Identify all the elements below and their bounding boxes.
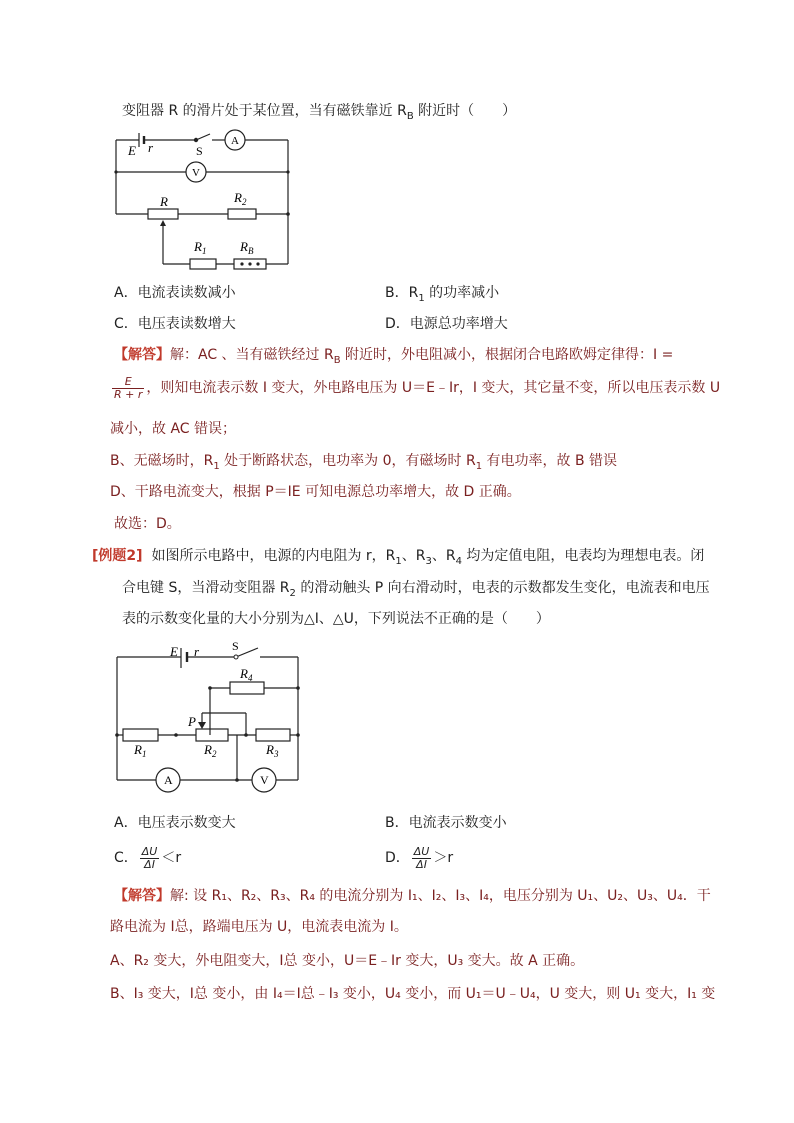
q1-answer-line-6: 故选：D。 [114,516,181,532]
circuit-diagram-2 [110,640,305,800]
label-ammeter: A [231,135,239,147]
q1-answer-line-3: 减小，故 AC 错误； [110,421,237,437]
q2-option-c[interactable]: C． $\frac{\Delta U}{\Delta I}$ ＜r [114,844,182,871]
label-R1: $R_1$ [194,239,207,256]
label-R1: $R_1$ [134,742,147,759]
q1-option-d[interactable]: D．电源总功率增大 [385,316,508,332]
label-ammeter: A [164,773,173,787]
label-S: S [196,144,203,158]
q2-answer-line-4: B、I₃ 变大，I总 变小，由 I₄＝I总﹣I₃ 变小，U₄ 变小，而 U₁＝U﹣U₄，U 变大，则 U₁ 变大，I₁ 变 [110,986,716,1002]
fraction-e-over-r: $\frac{E}{R + r}$ [114,374,143,401]
q1-stem: 变阻器 R 的滑片处于某位置，当有磁铁靠近 $R_B$ 附近时（ ） [122,103,517,122]
label-r: r [194,644,200,659]
q2-stem-line-2: 合电键 S，当滑动变阻器 $R_2$ 的滑动触头 P 向右滑动时，电表的示数都发生变化，电流表和电压 [122,580,710,599]
label-voltmeter: V [192,167,200,179]
label-r: r [148,140,154,155]
q2-option-a[interactable]: A．电压表示数变大 [114,815,236,831]
q1-answer-line-5: D、干路电流变大，根据 P＝IE 可知电源总功率增大，故 D 正确。 [110,484,521,500]
label-R2: $R_2$ [234,190,247,207]
q1-answer-line-1: 【解答】解：AC 、当有磁铁经过 $R_B$ 附近时，外电阻减小，根据闭合电路欧姆定律得：I = [114,347,674,366]
label-R2: $R_2$ [204,742,217,759]
q2-stem-line-3: 表的示数变化量的大小分别为△I、△U，下列说法不正确的是（ ） [122,611,550,627]
label-R: R [160,194,168,209]
q2-answer-line-2: 路电流为 I总，路端电压为 U，电流表电流为 I。 [110,919,408,935]
fraction-du-over-di: $\frac{\Delta U}{\Delta I}$ [141,844,158,871]
label-voltmeter: V [260,773,269,787]
circuit-diagram-1 [110,124,300,270]
q2-answer-line-3: A、R₂ 变大，外电阻变大，I总 变小，U＝E﹣Ir 变大，U₃ 变大。故 A 正确。 [110,953,585,969]
q2-option-d[interactable]: D． $\frac{\Delta U}{\Delta I}$ ＞r [385,844,454,871]
label-E: E [128,143,136,158]
label-P: P [188,714,196,729]
q2-stem-line-1: [例题2] 如图所示电路中，电源的内电阻为 r，$R_1$、$R_3$、$R_4$ 均为定值电阻，电表均为理想电表。闭 [92,548,705,567]
q1-option-c[interactable]: C．电压表读数增大 [114,316,236,332]
q2-answer-line-1: 【解答】解: 设 R₁、R₂、R₃、R₄ 的电流分别为 I₁、I₂、I₃、I₄，电压分别为 U₁、U₂、U₃、U₄．干 [114,888,711,904]
q2-option-b[interactable]: B．电流表示数变小 [385,815,507,831]
label-E: E [170,644,178,659]
fraction-du-over-di: $\frac{\Delta U}{\Delta I}$ [413,844,430,871]
label-R4: $R_4$ [240,666,253,683]
q1-option-b[interactable]: B．$R_1$ 的功率减小 [385,285,500,304]
label-S: S [232,640,239,653]
label-R3: $R_3$ [266,742,279,759]
q1-answer-line-4: B、无磁场时，$R_1$ 处于断路状态，电功率为 0，有磁场时 $R_1$ 有电功率，故 B 错误 [110,453,618,472]
q1-answer-line-2: $\frac{E}{R + r}$ ，则知电流表示数 I 变大，外电路电压为 U＝E﹣Ir，I 变大，其它量不变，所以电压表示数 U [114,374,721,401]
label-RB: $R_B$ [240,239,254,256]
q1-option-a[interactable]: A．电流表读数减小 [114,285,236,301]
